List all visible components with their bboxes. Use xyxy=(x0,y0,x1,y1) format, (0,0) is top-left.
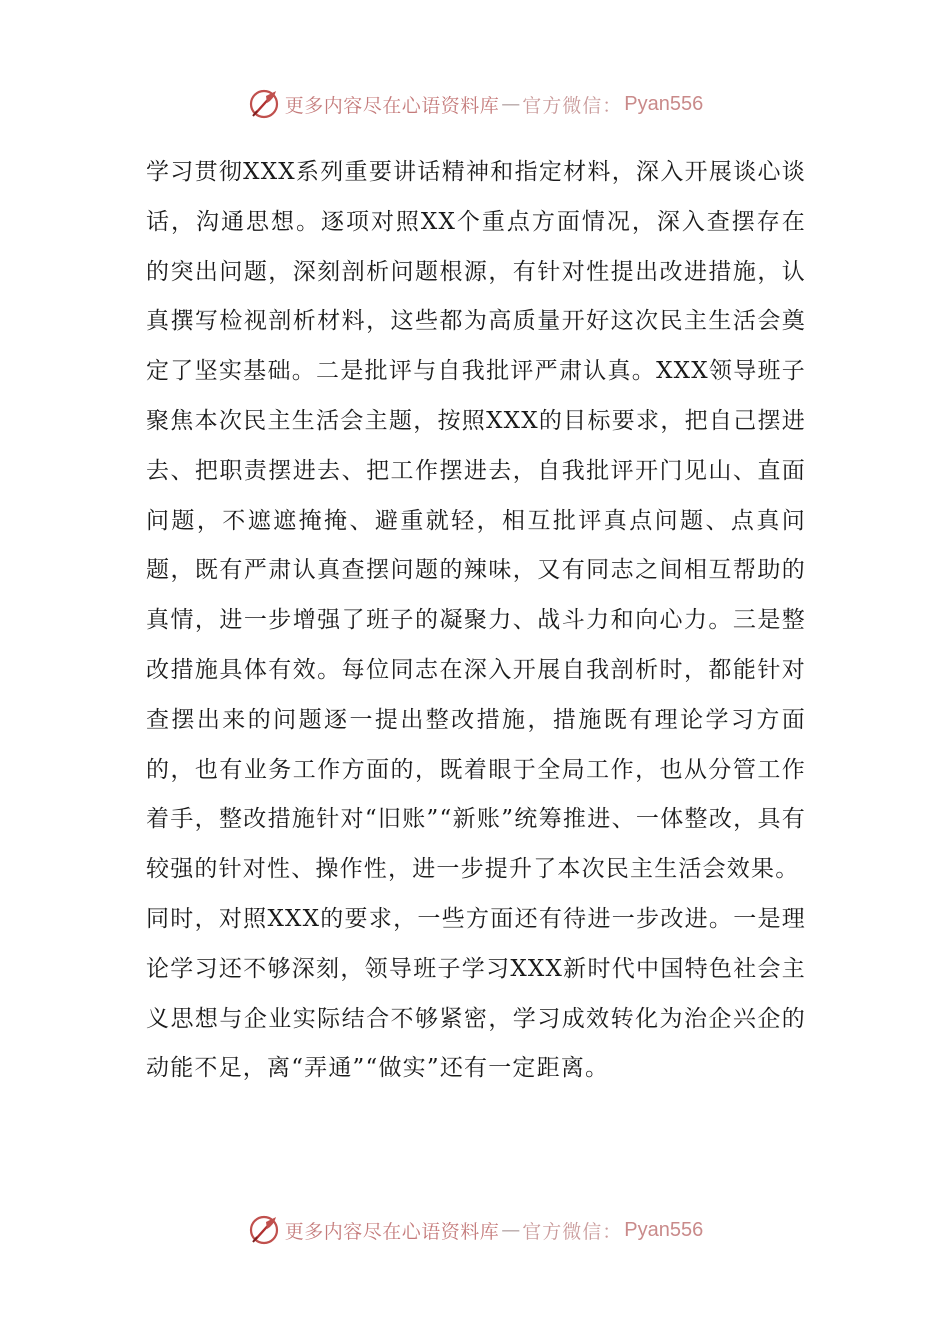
watermark-wechat-id: Pyan556 xyxy=(624,1218,704,1241)
header-watermark xyxy=(0,84,950,124)
watermark-text: 更多内容尽在心语资料库 xyxy=(284,1220,500,1243)
watermark-dash: — xyxy=(501,1219,521,1241)
footer-watermark xyxy=(0,1210,950,1250)
watermark-dash: — xyxy=(501,93,521,115)
quill-logo-icon xyxy=(247,87,281,121)
watermark-text: 更多内容尽在心语资料库 xyxy=(284,94,500,117)
document-body xyxy=(146,148,806,1094)
watermark-wechat-id: Pyan556 xyxy=(624,92,704,115)
quill-logo-icon xyxy=(247,1213,281,1247)
watermark-wechat-label: 官方微信： xyxy=(522,1220,623,1243)
watermark-wechat-label: 官方微信： xyxy=(522,94,623,117)
body-paragraph-2: 同时，对照XXX的要求，一些方面还有待进一步改进。一是理论学习还不够深刻，领导班子学习XXX新时代中国特色社会主义思想与企业实际结合不够紧密，学习成效转化为治企兴企的动能不足，离“弄通”“做实”还有一定距离。 xyxy=(146,905,806,1082)
body-paragraph-1: 学习贯彻XXX系列重要讲话精神和指定材料，深入开展谈心谈话，沟通思想。逐项对照XX个重点方面情况，深入查摆存在的突出问题，深刻剖析问题根源，有针对性提出改进措施，认真撰写检视剖析材料，这些都为高质量开好这次民主生活会奠定了坚实基础。二是批评与自我批评严肃认真。XXX领导班子聚焦本次民主生活会主题，按照XXX的目标要求，把自己摆进去、把职责摆进去、把工作摆进去，自我批评开门见山、直面问题，不遮遮掩掩、避重就轻，相互批评真点问题、点真问题，既有严肃认真查摆问题的辣味，又有同志之间相互帮助的真情，进一步增强了班子的凝聚力、战斗力和向心力。三是整改措施具体有效。每位同志在深入开展自我剖析时，都能针对查摆出来的问题逐一提出整改措施，措施既有理论学习方面的，也有业务工作方面的，既着眼于全局工作，也从分管工作着手，整改措施针对“旧账”“新账”统筹推进、一体整改，具有较强的针对性、操作性，进一步提升了本次民主生活会效果。 xyxy=(146,159,806,883)
